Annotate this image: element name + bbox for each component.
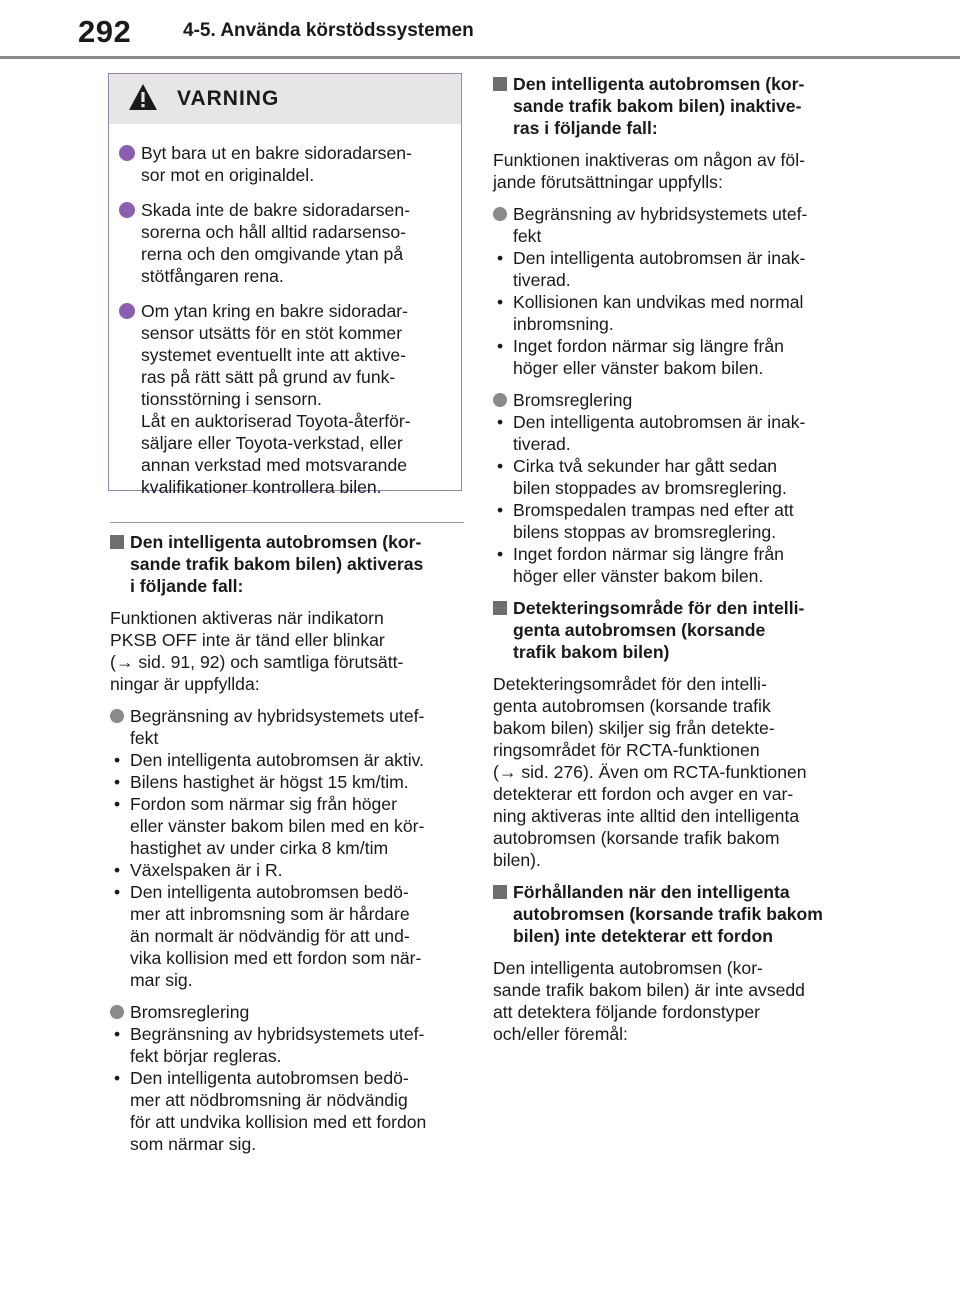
section-heading: Den intelligenta autobromsen (kor- sande trafik bakom bilen) aktiveras i följande fall: — [110, 531, 466, 597]
list-item: • Bilens hastighet är högst 15 km/tim. — [114, 772, 409, 792]
warning-box — [108, 73, 462, 497]
heading-square-icon — [493, 601, 507, 615]
right-column — [493, 73, 849, 1055]
list-item: • Begränsning av hybridsystemets utef- fekt börjar regleras. — [114, 1024, 425, 1066]
warning-item: Om ytan kring en bakre sidoradar- sensor utsätts för en stöt kommer systemet eventuellt inte att aktive- ras på rätt sätt på grund av funk- tionsstörning i sensorn. Låt en auktoriserad Toyota-återför- säljare eller Toyota-verkstad, eller annan verkstad med motsvarande kvalifikationer kontrollera bilen. — [119, 300, 451, 498]
bullet-dot-icon — [119, 303, 135, 319]
page-header — [0, 0, 960, 64]
warning-triangle-icon — [127, 82, 159, 112]
list-item: • Cirka två sekunder har gått sedan bilen stoppades av bromsreglering. — [497, 456, 787, 498]
page-number: 292 — [78, 14, 132, 49]
condition-group — [493, 203, 849, 379]
list-item: • Inget fordon närmar sig längre från höger eller vänster bakom bilen. — [497, 544, 784, 586]
list-item: • Den intelligenta autobromsen bedö- mer att inbromsning som är hårdare än normalt är nödvändig för att und- vika kollision med ett fordon som när- mar sig. — [114, 882, 422, 990]
list-item: • Den intelligenta autobromsen är inak- tiverad. — [497, 412, 806, 454]
warning-item: Skada inte de bakre sidoradarsen- sorerna och håll alltid radarsenso- rerna och den omgivande ytan på stötfångaren rena. — [119, 199, 451, 287]
bullet-dot-icon — [110, 709, 124, 723]
bullet-dot-icon — [119, 202, 135, 218]
list-item: • Växelspaken är i R. — [114, 860, 283, 880]
list-item: • Den intelligenta autobromsen bedö- mer att nödbromsning är nödvändig för att undvika kollision med ett fordon som närmar sig. — [114, 1068, 427, 1154]
header-divider — [0, 56, 960, 59]
list-item: • Bromspedalen trampas ned efter att bilens stoppas av bromsreglering. — [497, 500, 794, 542]
paragraph: Den intelligenta autobromsen (kor- sande trafik bakom bilen) är inte avsedd att detektera följande fordonstyper och/eller föremål: — [493, 958, 805, 1044]
condition-title: Bromsreglering — [110, 1001, 466, 1023]
section-title: 4-5. Använda körstödssystemen — [183, 20, 474, 41]
list-item: • Den intelligenta autobromsen är aktiv. — [114, 750, 425, 770]
bullet-dot-icon — [119, 145, 135, 161]
paragraph: Funktionen inaktiveras om någon av föl- jande förutsättningar uppfylls: — [493, 150, 805, 192]
list-item: • Fordon som närmar sig från höger eller vänster bakom bilen med en kör- hastighet av under cirka 8 km/tim — [114, 794, 425, 858]
condition-group — [493, 389, 849, 587]
condition-title: Bromsreglering — [493, 389, 849, 411]
bullet-dot-icon — [493, 393, 507, 407]
list-item: • Inget fordon närmar sig längre från höger eller vänster bakom bilen. — [497, 336, 784, 378]
section-heading: Förhållanden när den intelligenta autobromsen (korsande trafik bakom bilen) inte detekterar ett fordon — [493, 881, 849, 947]
condition-title: Begränsning av hybridsystemets utef- fekt — [493, 203, 849, 247]
heading-square-icon — [110, 535, 124, 549]
warning-item: Byt bara ut en bakre sidoradarsen- sor mot en originaldel. — [119, 142, 451, 186]
section-heading: Detekteringsområde för den intelli- genta autobromsen (korsande trafik bakom bilen) — [493, 597, 849, 663]
condition-group — [110, 1001, 466, 1155]
bullet-dot-icon — [493, 207, 507, 221]
left-column — [110, 531, 466, 1165]
condition-title: Begränsning av hybridsystemets utef- fekt — [110, 705, 466, 749]
warning-body — [109, 124, 461, 498]
warning-title: VARNING — [177, 87, 280, 110]
section-divider — [110, 522, 464, 523]
warning-header — [109, 74, 461, 124]
heading-square-icon — [493, 885, 507, 899]
condition-group — [110, 705, 466, 991]
bullet-dot-icon — [110, 1005, 124, 1019]
section-heading: Den intelligenta autobromsen (kor- sande trafik bakom bilen) inaktive- ras i följande fall: — [493, 73, 849, 139]
paragraph: Detekteringsområdet för den intelli- genta autobromsen (korsande trafik bakom bilen) skiljer sig från detekte- ringsområdet för RCTA-funktionen (→ sid. 276). Även om RCTA-funktionen detekterar ett fordon och avger en var- ning aktiveras inte alltid den intelligenta autobromsen (korsande trafik bakom bilen). — [493, 674, 807, 870]
paragraph: Funktionen aktiveras när indikatorn PKSB OFF inte är tänd eller blinkar (→ sid. 91, 92) och samtliga förutsätt- ningar är uppfyllda: — [110, 608, 404, 694]
heading-square-icon — [493, 77, 507, 91]
list-item: • Den intelligenta autobromsen är inak- tiverad. — [497, 248, 806, 290]
list-item: • Kollisionen kan undvikas med normal inbromsning. — [497, 292, 804, 334]
